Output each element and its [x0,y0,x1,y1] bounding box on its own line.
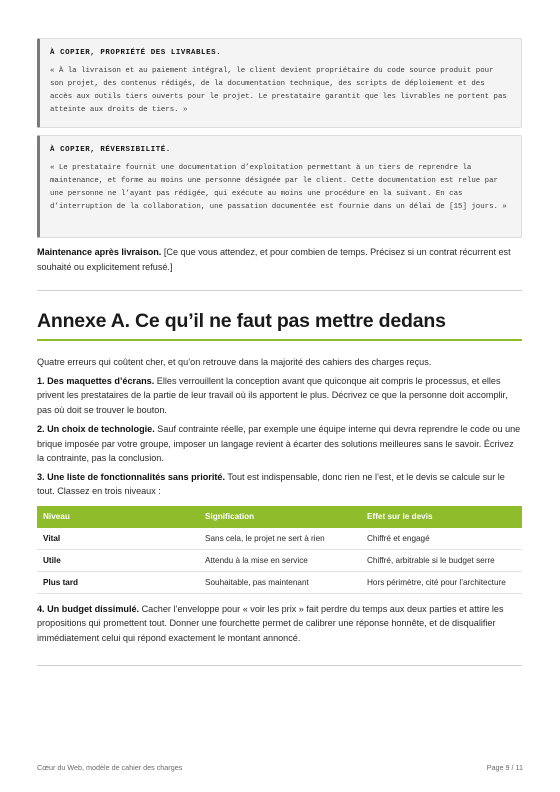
copy-box-text: « Le prestataire fournit une documentation d’exploitation permettant à un tiers de reprendre la maintenance, et forme au moins une personne désignée par le client. Cette documentation est relue par une personne ne l’ayant pas rédigée, qui exécute au moins une procédure en la suivant. En cas d’interruption de la collaboration, une passation documentée est fournie dans un délai de [15] jours. » [50,164,507,211]
table-cell: Souhaitable, pas maintenant [199,571,361,593]
table-header-row [37,506,522,528]
item-lead: 1. Des maquettes d’écrans. [37,375,155,386]
section-divider [37,665,522,666]
copy-box-tag: À COPIER, PROPRIÉTÉ DES LIVRABLES. [50,49,222,57]
item-text: Tout est indispensable, donc rien ne l’est, et le devis se calcule sur le tout. Classez en trois niveaux : [37,471,505,496]
table-header: Niveau [37,506,199,528]
annex-title: Annexe A. Ce qu’il ne faut pas mettre dedans [37,310,446,332]
table-cell: Sans cela, le projet ne sert à rien [199,528,361,550]
table-cell: Vital [37,528,199,550]
table-row [37,571,522,593]
item-text: Elles verrouillent la conception avant que quiconque ait compris le processus, et elles privent les prestataires de la partie de leur travail où ils apportent le plus. Décrivez ce que la personne doit accomplir, pas où doit se trouver le bouton. [37,375,508,415]
annex-item-4 [37,602,522,646]
item-lead: 3. Une liste de fonctionnalités sans priorité. [37,471,225,482]
item-text: Cacher l’enveloppe pour « voir les prix » fait perdre du temps aux deux parties et attire les propositions qui promettent tout. Donner une fourchette permet de calibrer une réponse honnête, et de disqualifier immédiatement celui qui répond exactement le montant annoncé. [37,603,504,643]
footer-left: Cœur du Web, modèle de cahier des charges [37,763,183,772]
item-text: Sauf contrainte réelle, par exemple une équipe interne qui devra reprendre le code ou une brique imposée par votre groupe, imposer un langage revient à écarter des solutions meilleures sans le savoir. Écrivez la contrainte, pas la conclusion. [37,424,521,463]
table-row [37,528,522,550]
footer-page-number: Page 9 / 11 [486,763,523,772]
copy-box-tag: À COPIER, RÉVERSIBILITÉ. [50,146,171,154]
annex-intro: Quatre erreurs qui coûtent cher, et qu’on retrouve dans la majorité des cahiers des charges reçus. [37,357,432,367]
table-cell: Plus tard [37,571,199,593]
item-lead: 2. Un choix de technologie. [37,424,155,434]
copy-box-reversibility [37,135,522,238]
copy-box-text: « À la livraison et au paiement intégral, le client devient propriétaire du code source produit pour son projet, des contenus rédigés, de la documentation technique, des scripts de déploiement et des accès aux outils tiers ouverts pour le projet. Le prestataire garantit que les livrables ne portent pas atteinte aux droits de tiers. » [50,67,507,114]
maintenance-paragraph [37,245,522,274]
section-divider [37,290,522,291]
table-cell: Chiffré, arbitrable si le budget serre [361,549,522,571]
priority-table [37,506,522,594]
annex-item-2 [37,422,522,466]
table-row [37,549,522,571]
maintenance-lead: Maintenance après livraison. [37,247,162,257]
item-lead: 4. Un budget dissimulé. [37,603,140,614]
title-underline [37,339,522,341]
table-cell: Hors périmètre, cité pour l’architecture [361,571,522,593]
copy-box-ownership [37,38,522,128]
table-cell: Chiffré et engagé [361,528,522,550]
annex-item-1 [37,374,522,418]
maintenance-text: [Ce que vous attendez, et pour combien de temps. Précisez si un contrat récurrent est souhaité ou explicitement refusé.] [37,247,511,272]
page-content [37,38,522,666]
table-header: Effet sur le devis [361,506,522,528]
table-cell: Utile [37,549,199,571]
table-cell: Attendu à la mise en service [199,549,361,571]
table-header: Signification [199,506,361,528]
annex-item-3 [37,470,522,499]
